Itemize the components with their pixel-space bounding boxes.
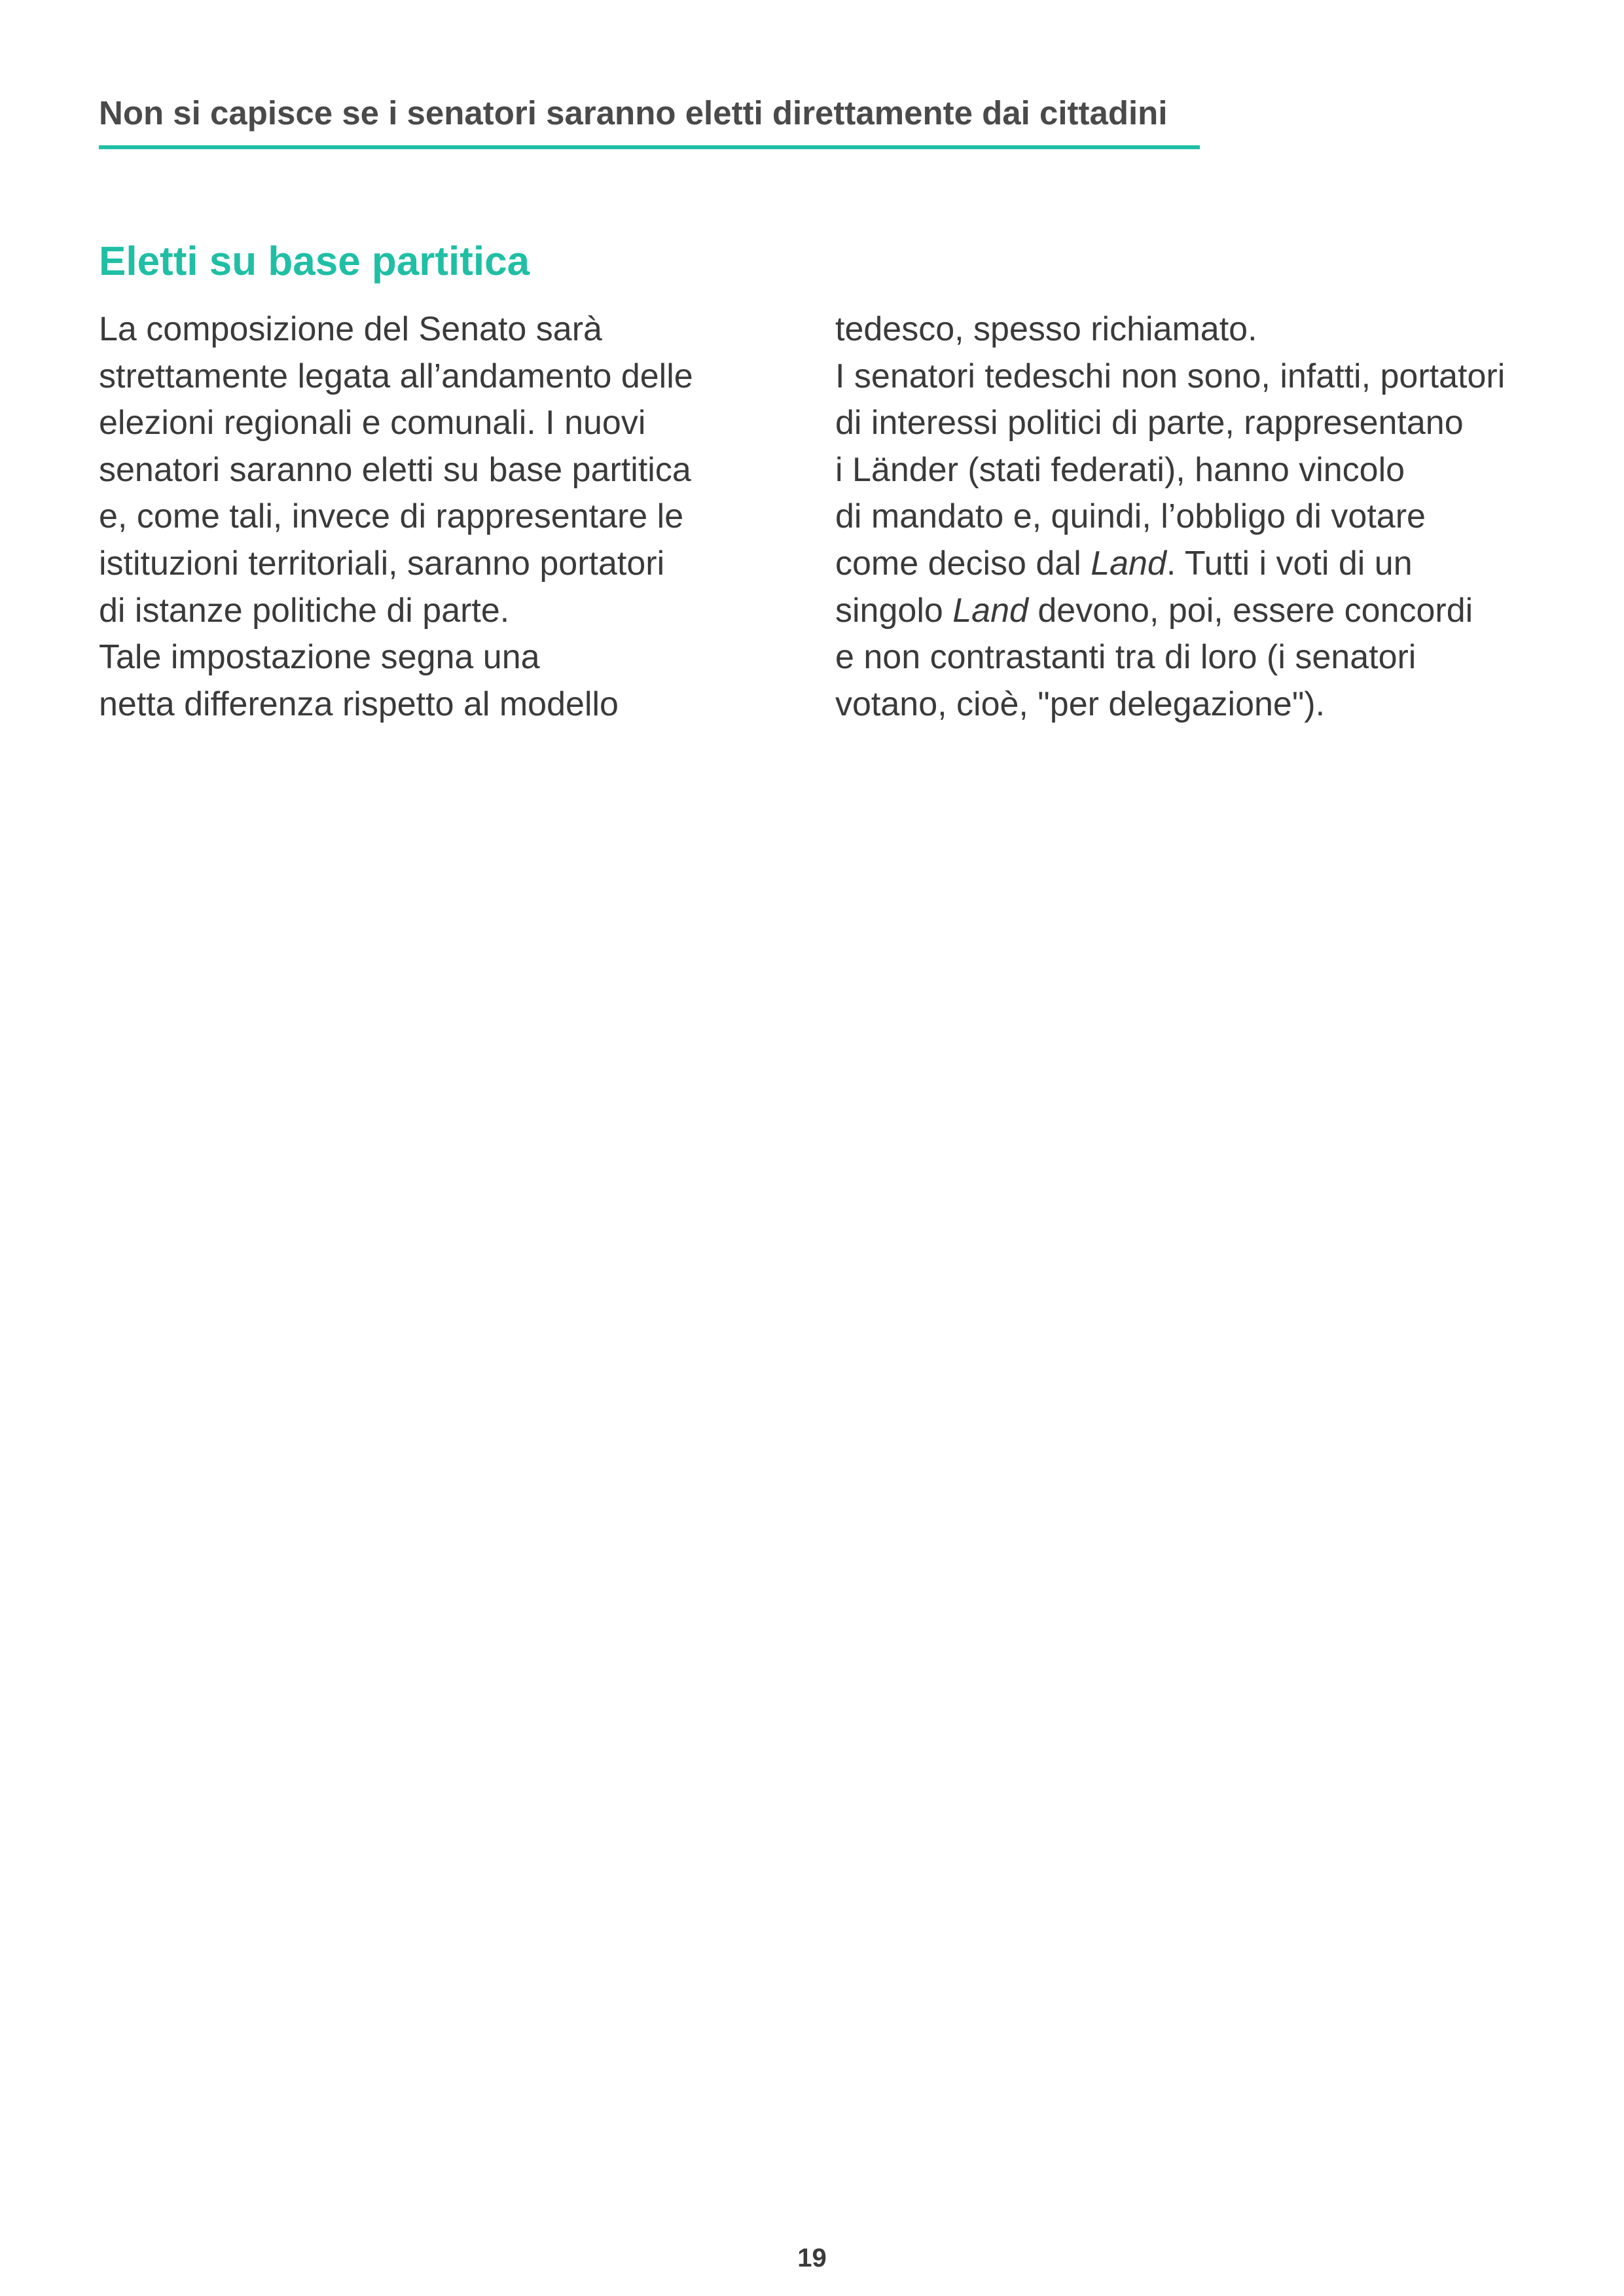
emphasis-land: Land: [952, 591, 1028, 630]
body-line: elezioni regionali e comunali. I nuovi: [99, 404, 646, 442]
body-line: netta differenza rispetto al modello: [99, 685, 619, 723]
body-line: La composizione del Senato sarà: [99, 310, 602, 348]
body-line: di interessi politici di parte, rappresentano: [835, 404, 1464, 442]
body-text: devono, poi, essere concordi: [1028, 591, 1473, 630]
body-line: I senatori tedeschi non sono, infatti, portatori: [835, 357, 1506, 395]
body-line: votano, cioè, "per delegazione").: [835, 685, 1326, 723]
section-title: Eletti su base partitica: [99, 239, 530, 284]
body-column-right: [835, 306, 1542, 728]
page-number: 19: [797, 2244, 827, 2272]
emphasis-land: Land: [1091, 544, 1166, 583]
body-text: . Tutti i voti di un: [1166, 544, 1413, 583]
body-text: singolo: [835, 591, 953, 630]
body-line: senatori saranno eletti su base partitica: [99, 450, 691, 489]
body-line: e, come tali, invece di rappresentare le: [99, 497, 684, 536]
body-column-left: [99, 306, 767, 728]
body-line: strettamente legata all’andamento delle: [99, 357, 693, 395]
body-line: e non contrastanti tra di loro (i senatori: [835, 638, 1416, 677]
body-line: [835, 541, 1542, 588]
body-line: [835, 588, 1542, 635]
body-line: i Länder (stati federati), hanno vincolo: [835, 450, 1405, 489]
header-rule: [99, 145, 1200, 149]
body-line: di istanze politiche di parte.: [99, 591, 510, 630]
body-line: tedesco, spesso richiamato.: [835, 310, 1257, 348]
body-line: di mandato e, quindi, l’obbligo di votare: [835, 497, 1426, 536]
running-header: Non si capisce se i senatori saranno eletti direttamente dai cittadini: [99, 94, 1168, 132]
body-text: come deciso dal: [835, 544, 1091, 583]
body-line: Tale impostazione segna una: [99, 638, 540, 677]
body-line: istituzioni territoriali, saranno portatori: [99, 544, 665, 583]
